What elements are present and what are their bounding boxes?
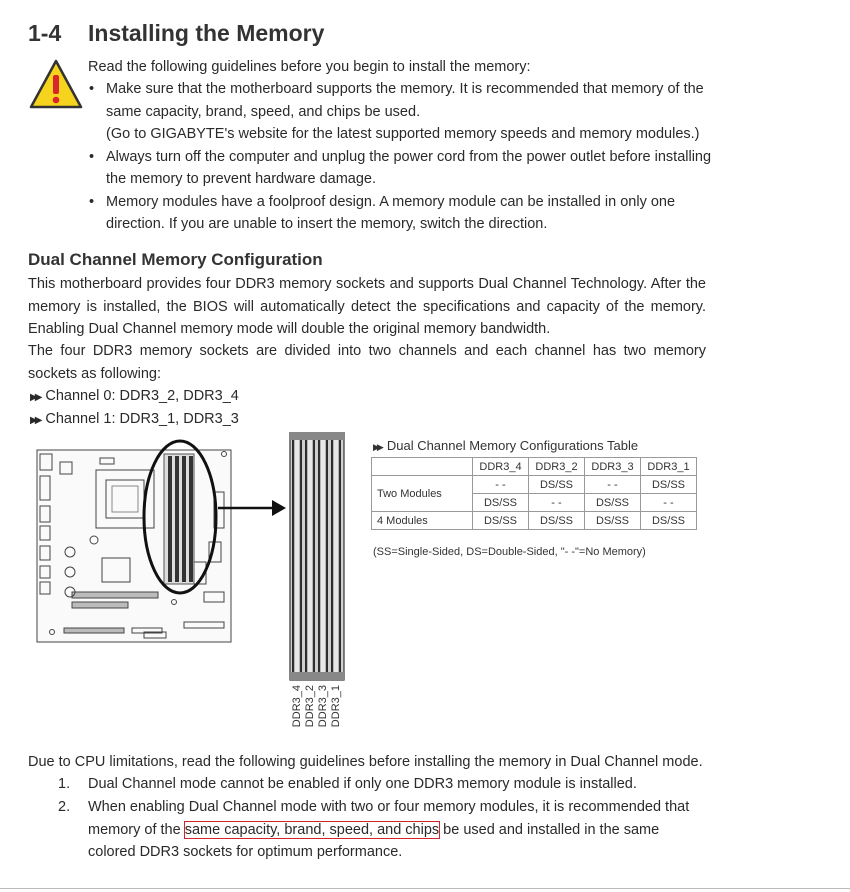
table-header-row [372,458,697,476]
memory-config-table [371,457,697,530]
page-title: Installing the Memory [88,20,325,46]
slot-label-ddr3-3: DDR3_3 [317,685,329,728]
table-title [373,438,638,453]
table-cell: DS/SS [473,512,529,530]
warning-item [88,146,713,191]
slot-label-ddr3-1: DDR3_1 [330,685,342,728]
table-row-label: 4 Modules [372,512,473,530]
table-cell: DS/SS [473,494,529,512]
dual-channel-paragraph-1: This motherboard provides four DDR3 memory sockets and supports Dual Channel Technology. After the memory is installed, the BIOS will automatically detect the specifications and capacity of the memory. Enabling Dual Channel memory mode will double the original memory bandwidth. [28,276,706,337]
section-number: 1-4 [28,20,62,46]
channel-0-text: Channel 0: DDR3_2, DDR3_4 [45,388,239,404]
table-cell: DS/SS [585,494,641,512]
warning-item [88,191,713,236]
warning-list [88,78,713,236]
dual-channel-paragraph-2: The four DDR3 memory sockets are divided into two channels and each channel has two memory sockets as following: [28,343,706,382]
motherboard-illustration [37,450,231,642]
table-row-label: Two Modules [372,476,473,512]
table-header-cell: DDR3_2 [529,458,585,476]
limitation-text-pre: When enabling Dual Channel mode with two or four memory modules, it is recommended that memory of the [88,799,690,838]
limitation-text-post: be used and installed in the same colored DDR3 sockets for optimum performance. [88,821,660,860]
channel-1-line [30,408,239,433]
highlighted-phrase: same capacity, brand, speed, and chips [184,821,440,838]
table-cell: - - [641,494,697,512]
table-cell: DS/SS [641,476,697,494]
warning-item [88,78,713,146]
table-title-text: Dual Channel Memory Configurations Table [386,438,639,453]
double-arrow-icon: ▶▶ [30,415,40,426]
table-header-cell: DDR3_3 [585,458,641,476]
channel-1-text: Channel 1: DDR3_1, DDR3_3 [45,411,239,427]
table-row [372,476,697,494]
warning-item-text: Memory modules have a foolproof design. A memory module can be installed in only one direction. If you are unable to insert the memory, switch the direction. [106,193,676,232]
table-cell: - - [585,476,641,494]
list-number: 2. [58,799,71,815]
table-cell: DS/SS [585,512,641,530]
warning-intro: Read the following guidelines before you begin to install the memory: [88,59,531,75]
slot-label-ddr3-2: DDR3_2 [304,685,316,728]
table-header-cell [372,458,473,476]
list-number: 1. [58,776,71,792]
warning-item-text: Make sure that the motherboard supports the memory. It is recommended that memory of the same capacity, brand, speed, and chips be used. [106,81,704,120]
warning-triangle-icon [28,58,84,110]
table-row [372,512,697,530]
double-arrow-icon: ▶▶ [373,442,381,452]
table-cell: DS/SS [529,476,585,494]
channel-0-line [30,385,239,410]
table-header-cell: DDR3_1 [641,458,697,476]
table-cell: - - [473,476,529,494]
subsection-heading: Dual Channel Memory Configuration [28,250,323,269]
limitation-text [88,796,708,864]
dimm-slots-enlarged [290,432,344,680]
table-legend: (SS=Single-Sided, DS=Double-Sided, "- -"=No Memory) [373,546,646,558]
limitations-intro: Due to CPU limitations, read the following guidelines before installing the memory in Dual Channel mode. [28,754,703,770]
table-cell: DS/SS [529,512,585,530]
table-cell: - - [529,494,585,512]
table-header-cell: DDR3_4 [473,458,529,476]
warning-item-note: (Go to GIGABYTE's website for the latest supported memory speeds and memory modules.) [106,126,700,142]
limitation-text: Dual Channel mode cannot be enabled if only one DDR3 memory module is installed. [88,776,637,792]
double-arrow-icon: ▶▶ [30,392,40,403]
table-cell: DS/SS [641,512,697,530]
warning-item-text: Always turn off the computer and unplug the power cord from the power outlet before installing the memory to prevent hardware damage. [106,148,712,187]
slot-label-ddr3-4: DDR3_4 [291,685,303,728]
page-bottom-rule [0,888,850,889]
